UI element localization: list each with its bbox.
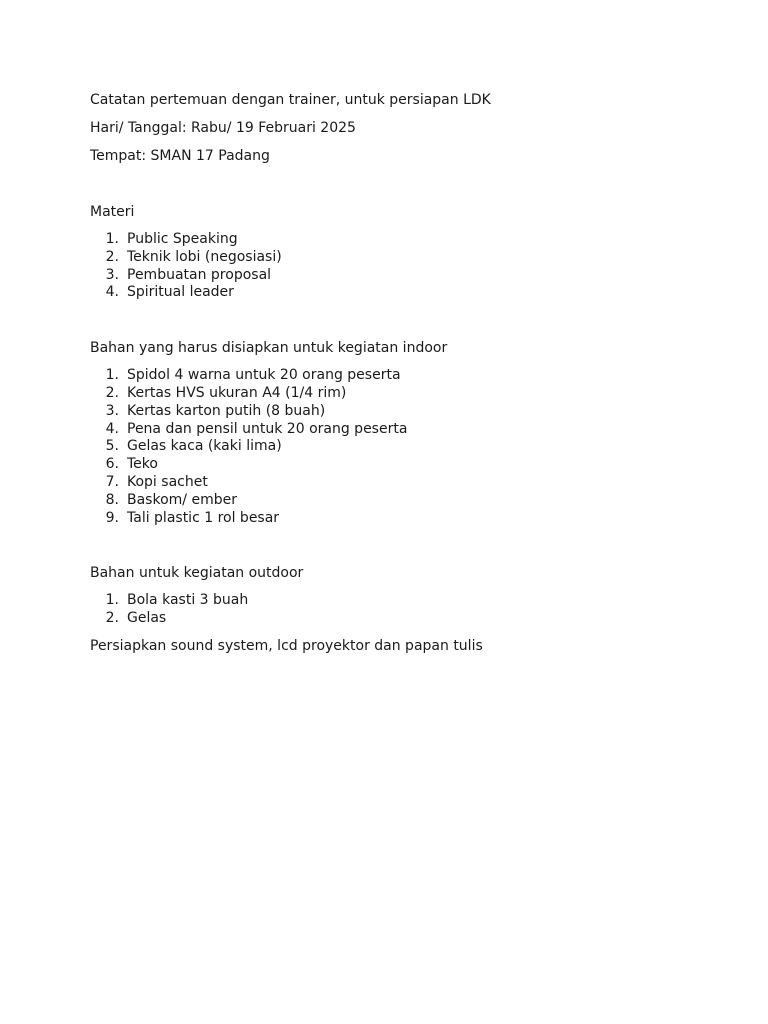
list-text: Teko (127, 456, 158, 473)
outdoor-heading: Bahan untuk kegiatan outdoor (90, 565, 304, 582)
list-item (90, 231, 710, 249)
list-item (90, 367, 710, 385)
list-number: 2. (105, 248, 119, 265)
list-text: Gelas kaca (kaki lima) (127, 438, 282, 455)
list-text: Baskom/ ember (127, 491, 237, 508)
document-title: Catatan pertemuan dengan trainer, untuk persiapan LDK (90, 92, 491, 108)
list-item (90, 249, 710, 267)
materi-heading: Materi (90, 204, 135, 220)
list-item (90, 492, 710, 510)
list-number: 5. (105, 438, 119, 455)
list-item (90, 421, 710, 439)
list-text: Tali plastic 1 rol besar (127, 509, 280, 526)
list-number: 7. (105, 473, 119, 490)
list-number: 3. (105, 402, 119, 419)
list-number: 9. (105, 509, 119, 526)
list-item (90, 592, 710, 610)
list-text: Teknik lobi (negosiasi) (127, 248, 282, 265)
list-text: Spidol 4 warna untuk 20 orang peserta (127, 367, 401, 384)
list-text: Bola kasti 3 buah (127, 592, 249, 609)
list-number: 1. (105, 367, 119, 384)
list-item (90, 610, 710, 628)
indoor-heading: Bahan yang harus disiapkan untuk kegiatan indoor (90, 340, 448, 357)
list-text: Pembuatan proposal (127, 266, 272, 283)
outdoor-list (90, 592, 710, 628)
footer-note: Persiapkan sound system, lcd proyektor dan papan tulis (90, 637, 483, 654)
list-item (90, 385, 710, 403)
list-number: 4. (105, 420, 119, 437)
list-number: 6. (105, 456, 119, 473)
list-item (90, 438, 710, 456)
list-item (90, 456, 710, 474)
list-text: Spiritual leader (127, 284, 234, 301)
list-number: 8. (105, 491, 119, 508)
meeting-date: Hari/ Tanggal: Rabu/ 19 Februari 2025 (90, 120, 356, 136)
list-item (90, 474, 710, 492)
meeting-place: Tempat: SMAN 17 Padang (90, 148, 270, 164)
list-text: Kertas HVS ukuran A4 (1/4 rim) (127, 384, 347, 401)
list-text: Kertas karton putih (8 buah) (127, 402, 326, 419)
list-text: Gelas (127, 610, 167, 627)
list-number: 4. (105, 284, 119, 301)
list-number: 3. (105, 266, 119, 283)
indoor-list (90, 367, 710, 527)
list-item (90, 403, 710, 421)
list-item (90, 284, 710, 302)
list-item (90, 267, 710, 285)
list-text: Public Speaking (127, 231, 238, 247)
list-item (90, 510, 710, 528)
list-text: Kopi sachet (127, 473, 208, 490)
list-number: 2. (105, 384, 119, 401)
list-number: 1. (105, 592, 119, 609)
document-body (90, 91, 710, 656)
materi-list (90, 231, 710, 302)
list-number: 1. (105, 231, 119, 247)
list-text: Pena dan pensil untuk 20 orang peserta (127, 420, 408, 437)
list-number: 2. (105, 610, 119, 627)
